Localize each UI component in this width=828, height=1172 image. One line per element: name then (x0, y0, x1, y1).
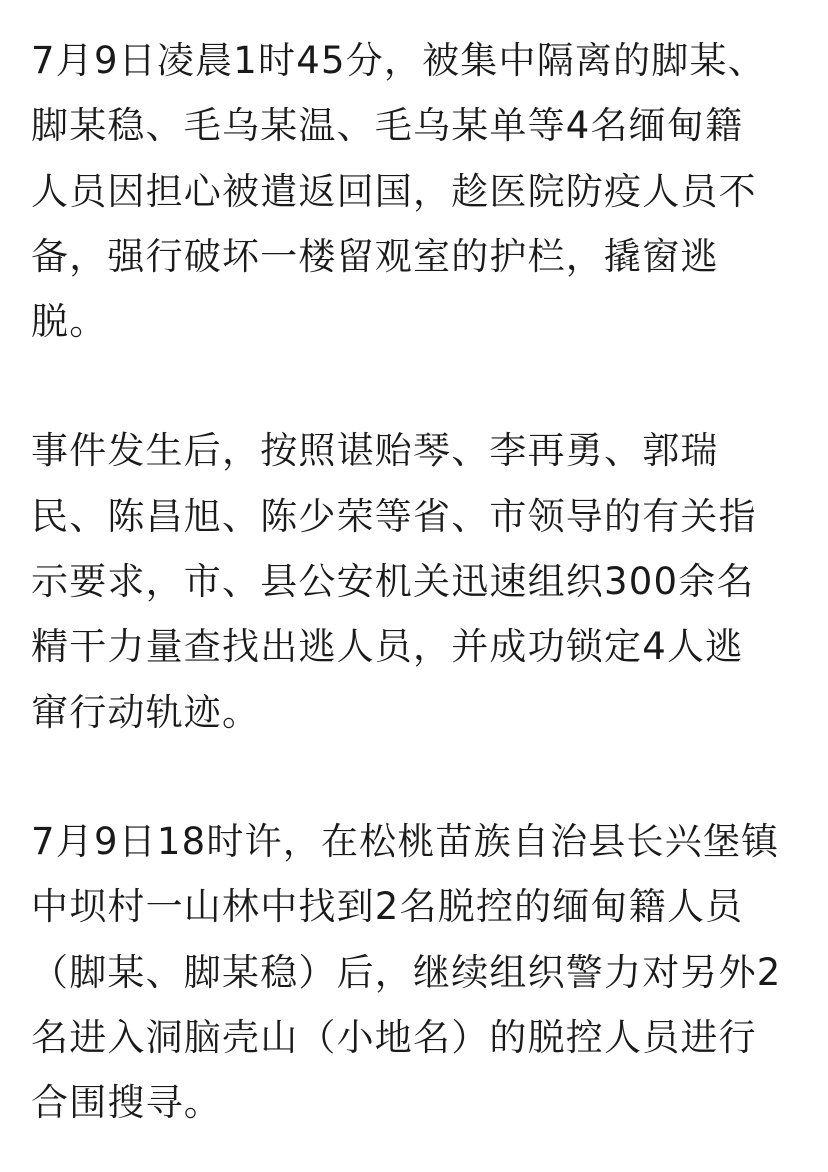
text-line: 中坝村一山林中找到2名脱控的缅甸籍人员 (31, 885, 744, 929)
text-line: 人员因担心被遣返回国，趁医院防疫人员不 (31, 169, 757, 213)
text-line: 名进入洞脑壳山（小地名）的脱控人员进行 (31, 1015, 757, 1059)
text-line: 精干力量查找出逃人员，并成功锁定4人逃 (31, 625, 744, 669)
text-line: 7月9日18时许，在松桃苗族自治县长兴堡镇 (31, 819, 780, 863)
text-line: 备，强行破坏一楼留观室的护栏，撬窗逃 (31, 234, 719, 278)
text-line: 事件发生后，按照谌贻琴、李再勇、郭瑞 (31, 429, 719, 473)
text-line: 合围搜寻。 (31, 1081, 222, 1125)
paragraph-1 (31, 28, 801, 354)
article-body (31, 28, 801, 1135)
text-line: 脱。 (31, 300, 108, 344)
paragraph-2 (31, 418, 801, 744)
text-line: 脚某稳、毛乌某温、毛乌某单等4名缅甸籍 (31, 104, 744, 148)
text-line: 民、陈昌旭、陈少荣等省、市领导的有关指 (31, 494, 757, 538)
text-line: （脚某、脚某稳）后，继续组织警力对另外2 (31, 950, 782, 994)
text-line: 7月9日凌晨1时45分，被集中隔离的脚某、 (31, 39, 766, 82)
text-line: 窜行动轨迹。 (31, 690, 261, 734)
paragraph-3 (31, 809, 801, 1135)
text-line: 示要求，市、县公安机关迅速组织300余名 (31, 560, 755, 604)
